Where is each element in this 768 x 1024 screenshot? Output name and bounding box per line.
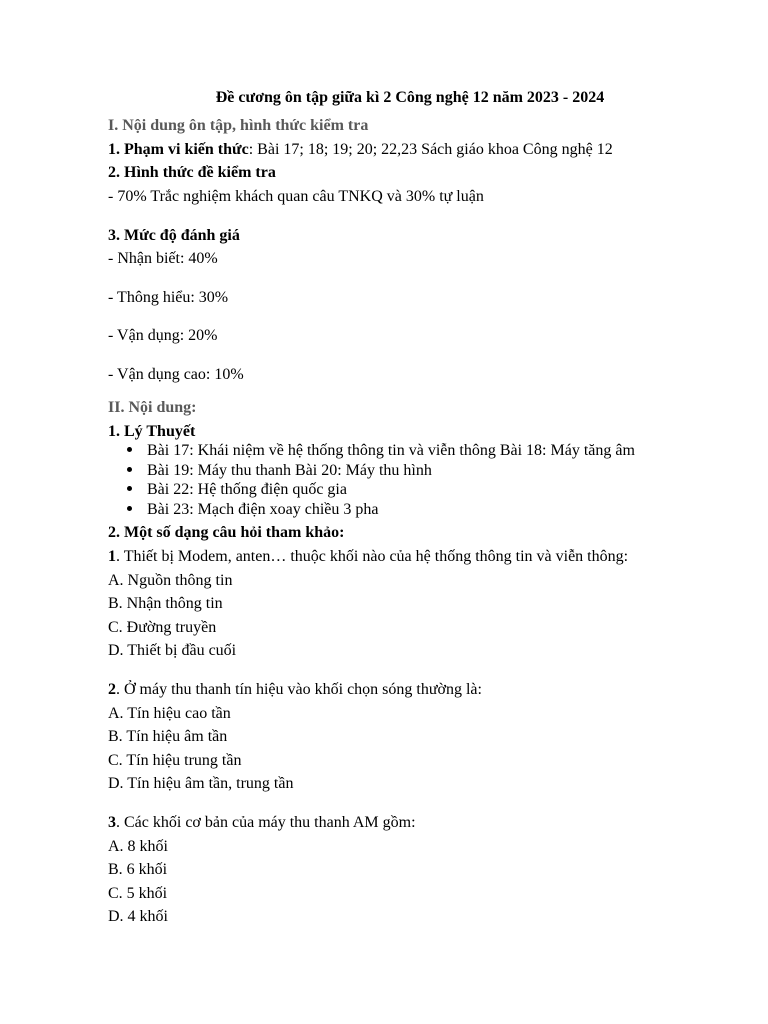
theory-list-item: Bài 19: Máy thu thanh Bài 20: Máy thu hình [127, 461, 432, 481]
level-item: - Vận dụng cao: 10% [108, 366, 244, 383]
answer-option: D. Tín hiệu âm tần, trung tần [108, 775, 294, 792]
section-1-heading: I. Nội dung ôn tập, hình thức kiểm tra [108, 117, 369, 134]
question-text: 1. Thiết bị Modem, anten… thuộc khối nào của hệ thống thông tin và viễn thông: [108, 548, 629, 565]
form-heading: 2. Hình thức đề kiểm tra [108, 164, 276, 181]
section-2-heading: II. Nội dung: [108, 399, 197, 416]
level-item: - Nhận biết: 40% [108, 250, 218, 267]
answer-option: B. 6 khối [108, 861, 168, 878]
answer-option: A. Tín hiệu cao tần [108, 705, 231, 722]
level-item: - Thông hiểu: 30% [108, 289, 229, 306]
level-item: - Vận dụng: 20% [108, 327, 218, 344]
theory-heading: 1. Lý Thuyết [108, 423, 196, 440]
theory-list-item: Bài 23: Mạch điện xoay chiều 3 pha [127, 500, 379, 520]
answer-option: D. 4 khối [108, 908, 168, 925]
question-text: 2. Ở máy thu thanh tín hiệu vào khối chọn sóng thường là: [108, 681, 482, 698]
answer-option: A. 8 khối [108, 838, 168, 855]
bullet-icon [127, 486, 132, 491]
question-text: 3. Các khối cơ bản của máy thu thanh AM gồm: [108, 814, 416, 831]
answer-option: A. Nguồn thông tin [108, 572, 233, 589]
scope-label: 1. Phạm vi kiến thức [108, 141, 249, 158]
level-heading: 3. Mức độ đánh giá [108, 227, 240, 244]
form-text: - 70% Trắc nghiệm khách quan câu TNKQ và 30% tự luận [108, 188, 484, 205]
bullet-icon [127, 467, 132, 472]
answer-option: D. Thiết bị đầu cuối [108, 642, 237, 659]
answer-option: C. Đường truyền [108, 619, 217, 636]
answer-option: B. Tín hiệu âm tần [108, 728, 228, 745]
theory-list-item: Bài 22: Hệ thống điện quốc gia [127, 480, 347, 500]
bullet-icon [127, 506, 132, 511]
questions-heading: 2. Một số dạng câu hỏi tham khảo: [108, 524, 345, 541]
document-title: Đề cương ôn tập giữa kì 2 Công nghệ 12 năm 2023 - 2024 [215, 89, 605, 106]
scope-text: : Bài 17; 18; 19; 20; 22,23 Sách giáo khoa Công nghệ 12 [248, 141, 613, 158]
theory-list-item: Bài 17: Khái niệm về hệ thống thông tin và viễn thông Bài 18: Máy tăng âm [127, 441, 635, 461]
answer-option: C. 5 khối [108, 885, 168, 902]
answer-option: B. Nhận thông tin [108, 595, 223, 612]
scope-line [108, 140, 613, 160]
answer-option: C. Tín hiệu trung tần [108, 752, 242, 769]
bullet-icon [127, 447, 132, 452]
